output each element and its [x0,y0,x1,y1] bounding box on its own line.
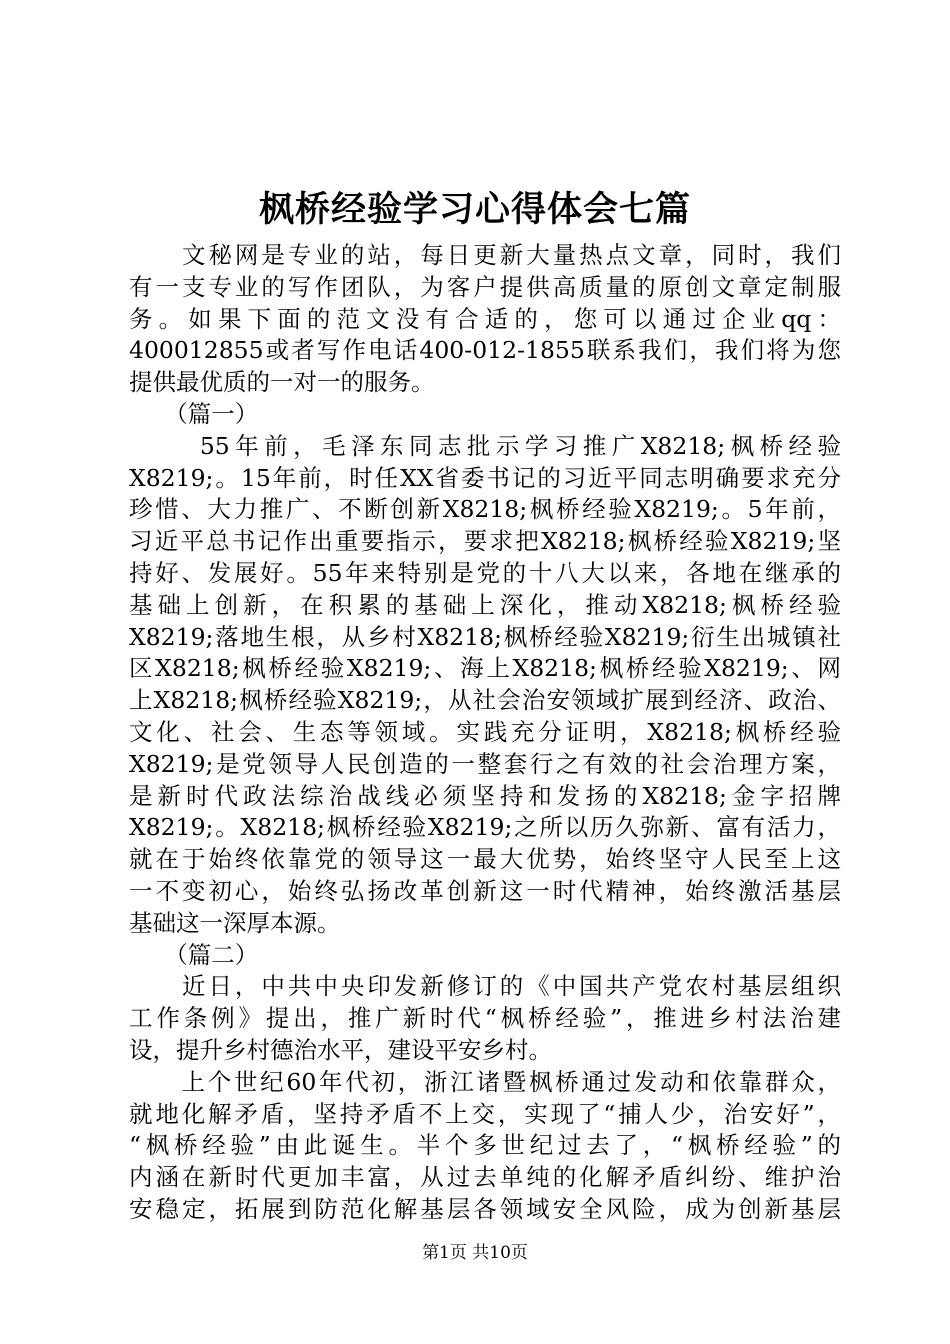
text-line: 安稳定，拓展到防范化解基层各领域安全风险，成为创新基层 [129,1194,841,1223]
text-line: 工作条例》提出，推广新时代“枫桥经验”，推进乡村法治建 [129,1004,841,1033]
text-line: 区X8218;枫桥经验X8219;、海上X8218;枫桥经验X8219;、网 [129,654,841,683]
text-line: 55年前，毛泽东同志批示学习推广X8218;枫桥经验 [129,431,841,460]
text-line: 就在于始终依靠党的领导这一最大优势，始终坚守人民至上这 [129,845,841,874]
document-body [129,240,841,1226]
text-line: X8219;是党领导人民创造的一整套行之有效的社会治理方案， [129,749,841,778]
text-line: 文秘网是专业的站，每日更新大量热点文章，同时，我们 [129,241,841,269]
section-heading: （篇二） [129,940,259,969]
text-line: 一不变初心，始终弘扬改革创新这一时代精神，始终激活基层 [129,876,841,905]
text-line: 提供最优质的一对一的服务。 [129,368,435,397]
text-line: 400012855或者写作电话400-012-1855联系我们，我们将为您 [129,336,841,365]
text-line: 持好、发展好。55年来特别是党的十八大以来，各地在继承的 [129,558,841,587]
text-line: 设，提升乡村德治水平，建设平安乡村。 [129,1035,552,1064]
text-line: 近日，中共中央印发新修订的《中国共产党农村基层组织 [129,972,841,1001]
text-line: “枫桥经验”由此诞生。半个多世纪过去了，“枫桥经验”的 [129,1131,841,1160]
text-line: 基础上创新，在积累的基础上深化，推动X8218;枫桥经验 [129,590,841,619]
text-line: X8219;。X8218;枫桥经验X8219;之所以历久弥新、富有活力， [129,813,841,842]
document-title: 枫桥经验学习心得体会七篇 [258,189,691,230]
text-line: 是新时代政法综治战线必须坚持和发扬的X8218;金字招牌 [129,781,841,810]
text-line: 有一支专业的写作团队，为客户提供高质量的原创文章定制服 [129,272,841,301]
text-line: X8219;落地生根，从乡村X8218;枫桥经验X8219;衍生出城镇社 [129,622,841,651]
text-line: 基础这一深厚本源。 [129,908,341,937]
text-line: 文化、社会、生态等领域。实践充分证明，X8218;枫桥经验 [129,717,841,746]
section-heading: （篇一） [129,399,259,428]
text-line: 上个世纪60年代初，浙江诸暨枫桥通过发动和依靠群众， [129,1067,841,1096]
text-line: 上X8218;枫桥经验X8219;，从社会治安领域扩展到经济、政治、 [129,686,841,715]
text-line: 务。如果下面的范文没有合适的，您可以通过企业qq： [129,304,841,333]
text-line: X8219;。15年前，时任XX省委书记的习近平同志明确要求充分 [129,463,841,492]
text-line: 就地化解矛盾，坚持矛盾不上交，实现了“捕人少，治安好”， [129,1099,841,1128]
page-footer: 第1页 共10页 [422,1243,528,1263]
text-line: 珍惜、大力推广、不断创新X8218;枫桥经验X8219;。5年前， [129,495,841,524]
text-line: 内涵在新时代更加丰富，从过去单纯的化解矛盾纠纷、维护治 [129,1163,841,1192]
text-line: 习近平总书记作出重要指示，要求把X8218;枫桥经验X8219;坚 [129,527,841,556]
